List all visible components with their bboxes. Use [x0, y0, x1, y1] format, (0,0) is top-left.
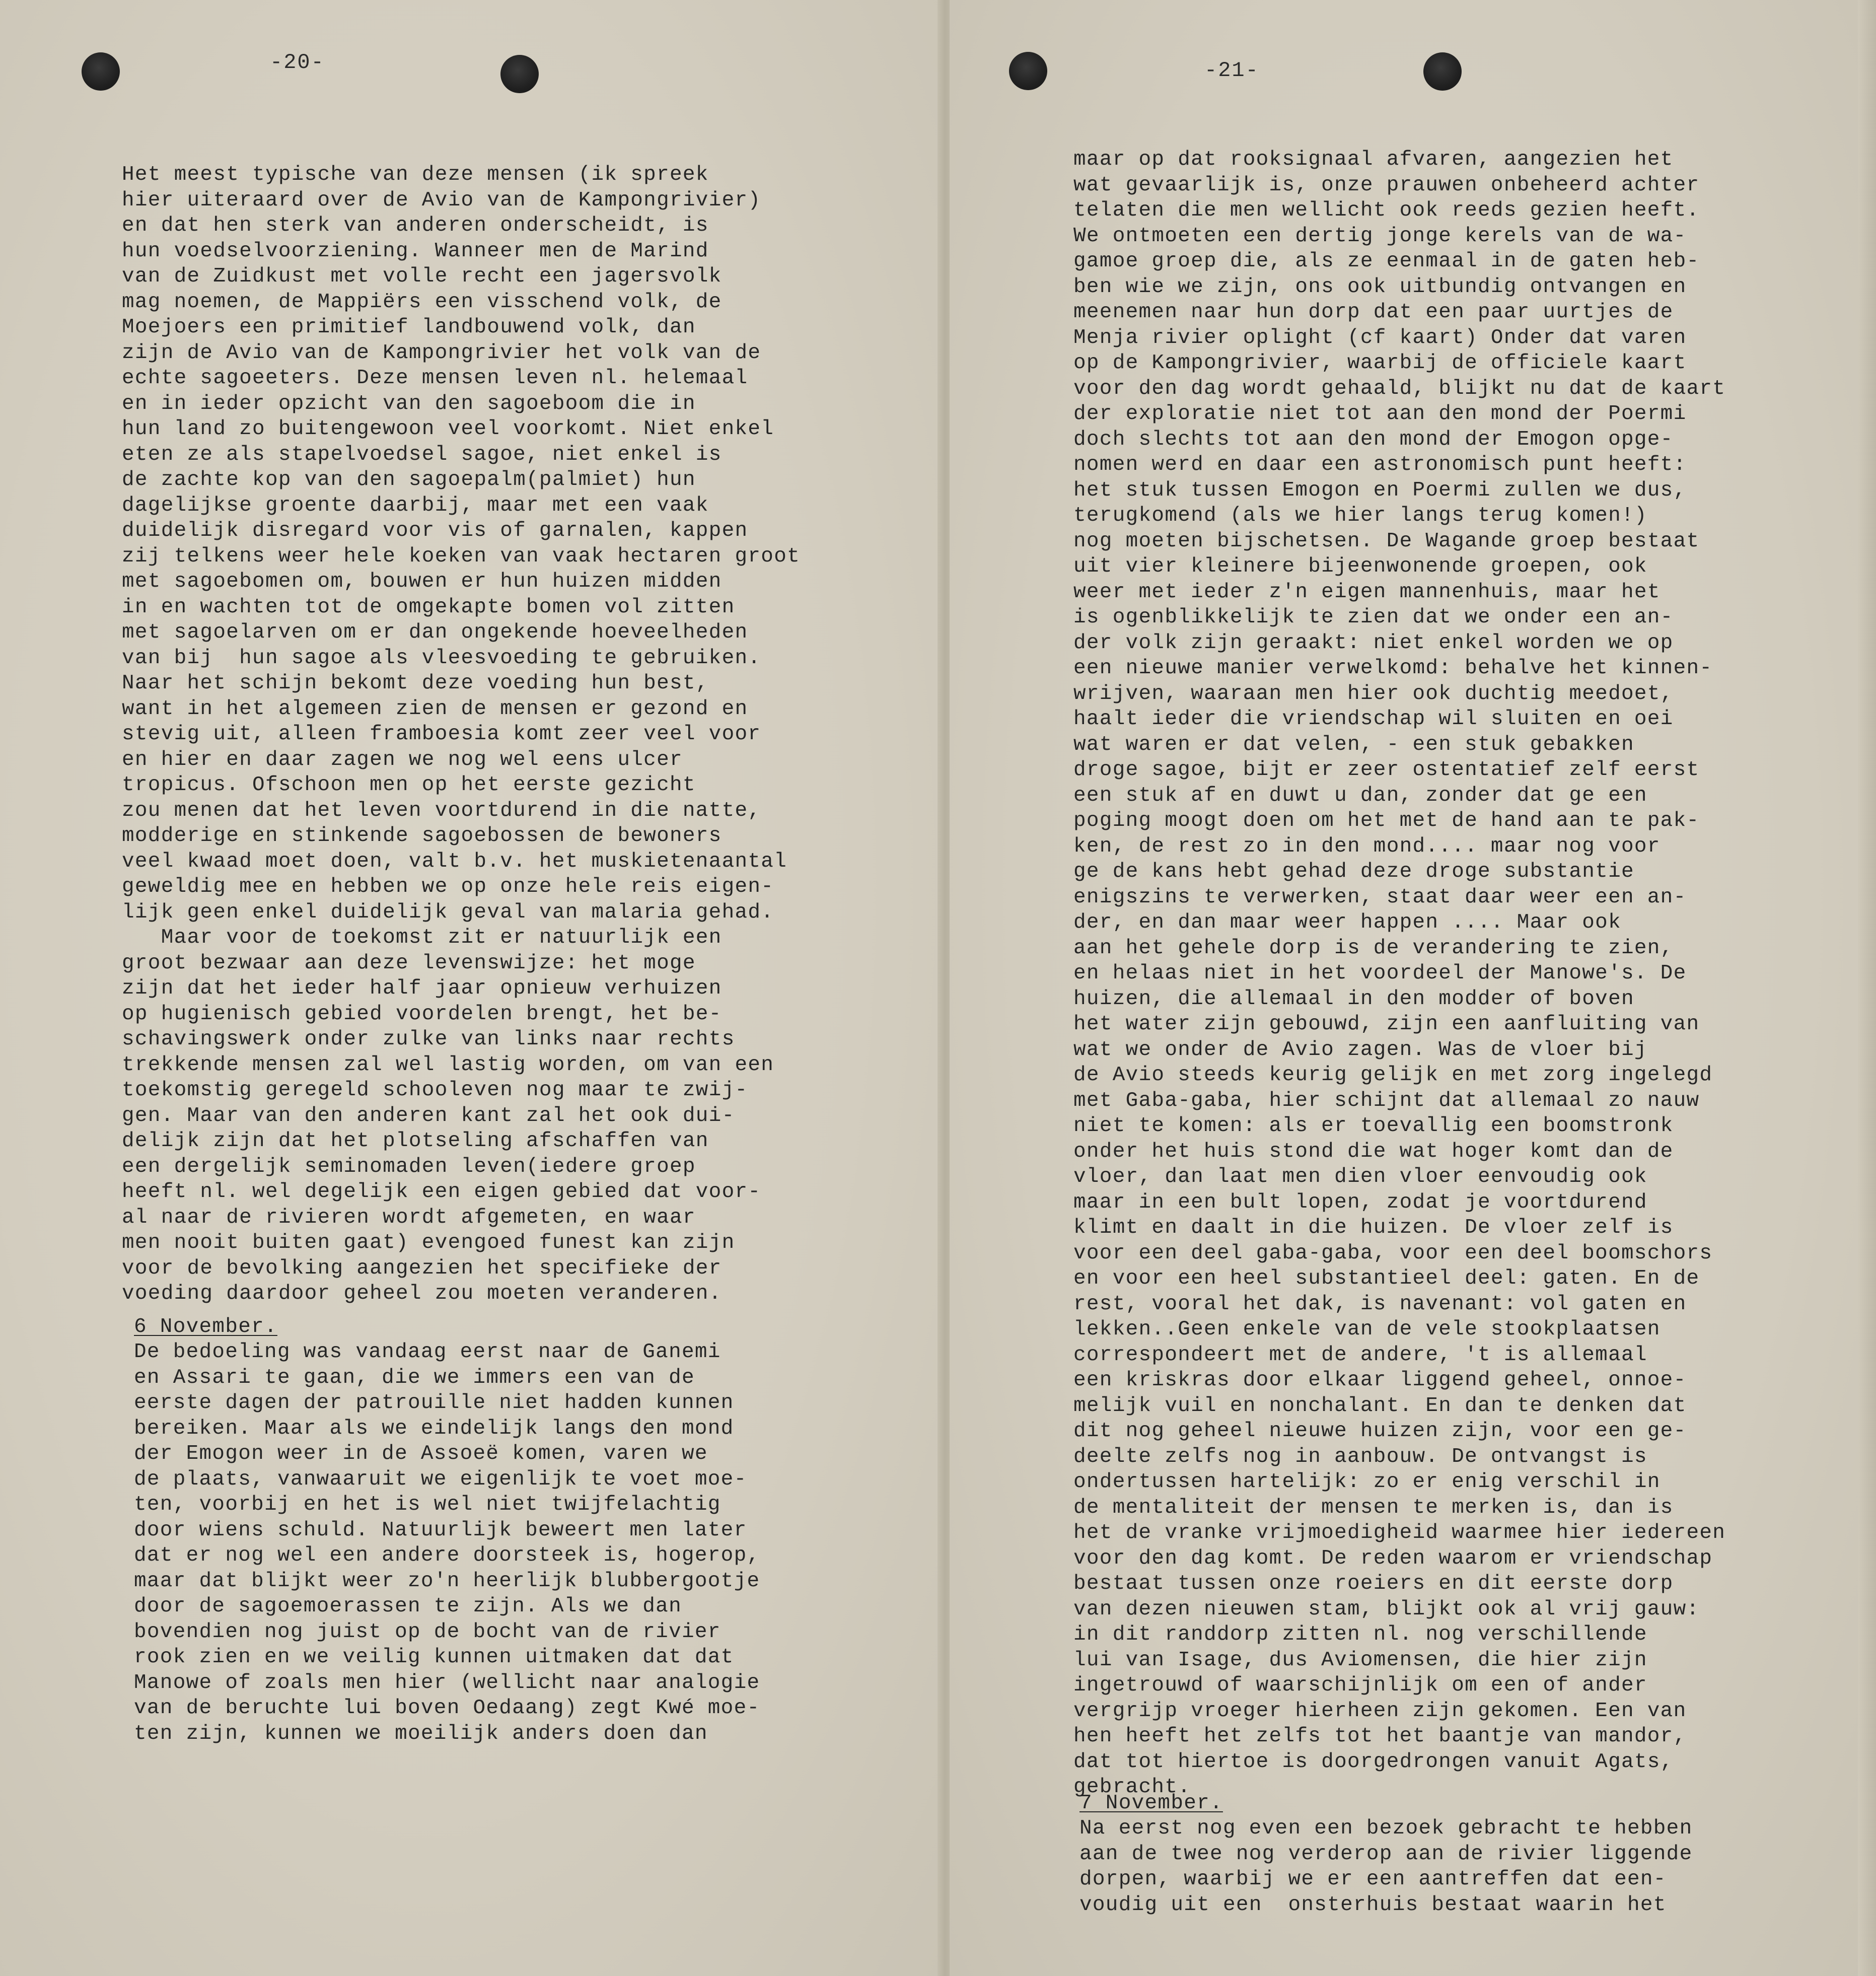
- punch-hole: [82, 52, 120, 91]
- punch-hole: [500, 55, 539, 93]
- page-edge: [1858, 0, 1876, 1976]
- page-number: -20-: [270, 50, 325, 75]
- punch-hole: [1423, 52, 1462, 91]
- punch-hole: [1009, 52, 1047, 90]
- right-page: [950, 0, 1876, 1976]
- date-heading: 7 November.: [1079, 1792, 1223, 1815]
- page-number: -21-: [1204, 58, 1259, 83]
- date-heading: 6 November.: [134, 1315, 277, 1338]
- body-paragraph: De bedoeling was vandaag eerst naar de Ganemi en Assari te gaan, die we immers een van de eerste dagen der patrouille niet hadden kunnen bereiken. Maar als we eindelijk langs den mond der Emogon weer in de Assoeë komen, varen we de plaats, vanwaaruit we eigenlijk te voet moe- ten, voorbij en het is wel niet twijfelachtig door wiens schuld. Natuurlijk beweert men later dat er nog wel een andere doorsteek is, hogerop, maar dat blijkt weer zo'n heerlijk blubbergootje door de sagoemoerassen te zijn. Als we dan bovendien nog juist op de bocht van de rivier rook zien en we veilig kunnen uitmaken dat dat Manowe of zoals men hier (wellicht naar analogie van de beruchte lui boven Oedaang) zegt Kwé moe- ten zijn, kunnen we moeilijk anders doen dan: [134, 1340, 760, 1745]
- body-paragraph: maar op dat rooksignaal afvaren, aangezien het wat gevaarlijk is, onze prauwen onbeheerd achter telaten die men wellicht ook reeds gezien heeft. We ontmoeten een dertig jonge kerels van de wa- gamoe groep die, als ze eenmaal in de gaten heb- ben wie we zijn, ons ook uitbundig ontvangen en meenemen naar hun dorp dat een paar uurtjes de Menja rivier oplight (cf kaart) Onder dat varen op de Kampongrivier, waarbij de officiele kaart voor den dag wordt gehaald, blijkt nu dat de kaart der exploratie niet tot aan den mond der Poermi doch slechts tot aan den mond der Emogon opge- nomen werd en daar een astronomisch punt heeft: het stuk tussen Emogon en Poermi zullen we dus, terugkomend (als we hier langs terug komen!) nog moeten bijschetsen. De Wagande groep bestaat uit vier kleinere bijeenwonende groepen, ook weer met ieder z'n eigen mannenhuis, maar het is ogenblikkelijk te zien dat we onder een an- der volk zijn geraakt: niet enkel worden we op een nieuwe manier verwelkomd: behalve het kinnen- wrijven, waaraan men hier ook duchtig meedoet, haalt ieder die vriendschap wil sluiten en oei wat waren er dat velen, - een stuk gebakken droge sagoe, bijt er zeer ostentatief zelf eerst een stuk af en duwt u dan, zonder dat ge een poging moogt doen om het met de hand aan te pak- ken, de rest zo in den mond.... maar nog voor ge de kans hebt gehad deze droge substantie enigszins te verwerken, staat daar weer een an- der, en dan maar weer happen .... Maar ook aan het gehele dorp is de verandering te zien, en helaas niet in het voordeel der Manowe's. De huizen, die allemaal in den modder of boven het water zijn gebouwd, zijn een aanfluiting van wat we onder de Avio zagen. Was de vloer bij de Avio steeds keurig gelijk en met zorg ingelegd met Gaba-gaba, hier schijnt dat allemaal zo nauw niet te komen: als er toevallig een boomstronk onder het huis stond die wat hoger komt dan de vloer, dan laat men dien vloer eenvoudig ook maar in een bult lopen, zodat je voortdurend klimt en daalt in die huizen. De vloer zelf is voor een deel gaba-gaba, voor een deel boomschors en voor een heel substantieel deel: gaten. En de rest, vooral het dak, is navenant: vol gaten en lekken..Geen enkele van de vele stookplaatsen correspondeert met de andere, 't is allemaal een kriskras door elkaar liggend geheel, onnoe- melijk vuil en nonchalant. En dan te denken dat dit nog geheel nieuwe huizen zijn, voor een ge- deelte zelfs nog in aanbouw. De ontvangst is ondertussen hartelijk: zo er enig verschil in de mentaliteit der mensen te merken is, dan is het de vranke vrijmoedigheid waarmee hier iedereen voor den dag komt. De reden waarom er vriendschap bestaat tussen onze roeiers en dit eerste dorp van dezen nieuwen stam, blijkt ook al vrij gauw: in dit randdorp zitten nl. nog verschillende lui van Isage, dus Aviomensen, die hier zijn ingetrouwd of waarschijnlijk om een of ander vergrijp vroeger hierheen zijn gekomen. Een van hen heeft het zelfs tot het baantje van mandor, dat tot hiertoe is doorgedrongen vanuit Agats, gebracht.: [1073, 148, 1726, 1799]
- body-paragraph: Het meest typische van deze mensen (ik spreek hier uiteraard over de Avio van de Kampongrivier) en dat hen sterk van anderen onderscheidt, is hun voedselvoorziening. Wanneer men de Marind van de Zuidkust met volle recht een jagersvolk mag noemen, de Mappiërs een visschend volk, de Moejoers een primitief landbouwend volk, dan zijn de Avio van de Kampongrivier het volk van de echte sagoeeters. Deze mensen leven nl. helemaal en in ieder opzicht van den sagoeboom die in hun land zo buitengewoon veel voorkomt. Niet enkel eten ze als stapelvoedsel sagoe, niet enkel is de zachte kop van den sagoepalm(palmiet) hun dagelijkse groente daarbij, maar met een vaak duidelijk disregard voor vis of garnalen, kappen zij telkens weer hele koeken van vaak hectaren groot met sagoebomen om, bouwen er hun huizen midden in en wachten tot de omgekapte bomen vol zitten met sagoelarven om er dan ongekende hoeveelheden van bij hun sagoe als vleesvoeding te gebruiken. Naar het schijn bekomt deze voeding hun best, want in het algemeen zien de mensen er gezond en stevig uit, alleen framboesia komt zeer veel voor en hier en daar zagen we nog wel eens ulcer tropicus. Ofschoon men op het eerste gezicht zou menen dat het leven voortdurend in die natte, modderige en stinkende sagoebossen de bewoners veel kwaad moet doen, valt b.v. het muskietenaantal geweldig mee en hebben we op onze hele reis eigen- lijk geen enkel duidelijk geval van malaria gehad. Maar voor de toekomst zit er natuurlijk een groot bezwaar aan deze levenswijze: het moge zijn dat het ieder half jaar opnieuw verhuizen op hugienisch gebied voordelen brengt, het be- schavingswerk onder zulke van links naar rechts trekkende mensen zal wel lastig worden, om van een toekomstig geregeld schooleven nog maar te zwij- gen. Maar van den anderen kant zal het ook dui- delijk zijn dat het plotseling afschaffen van een dergelijk seminomaden leven(iedere groep heeft nl. wel degelijk een eigen gebied dat voor- al naar de rivieren wordt afgemeten, en waar men nooit buiten gaat) evengoed funest kan zijn voor de bevolking aangezien het specifieke der voeding daardoor geheel zou moeten veranderen.: [122, 163, 801, 1305]
- body-paragraph: Na eerst nog even een bezoek gebracht te hebben aan de twee nog verderop aan de rivier liggende dorpen, waarbij we er een aantreffen dat een- voudig uit een onsterhuis bestaat waarin het: [1079, 1817, 1693, 1917]
